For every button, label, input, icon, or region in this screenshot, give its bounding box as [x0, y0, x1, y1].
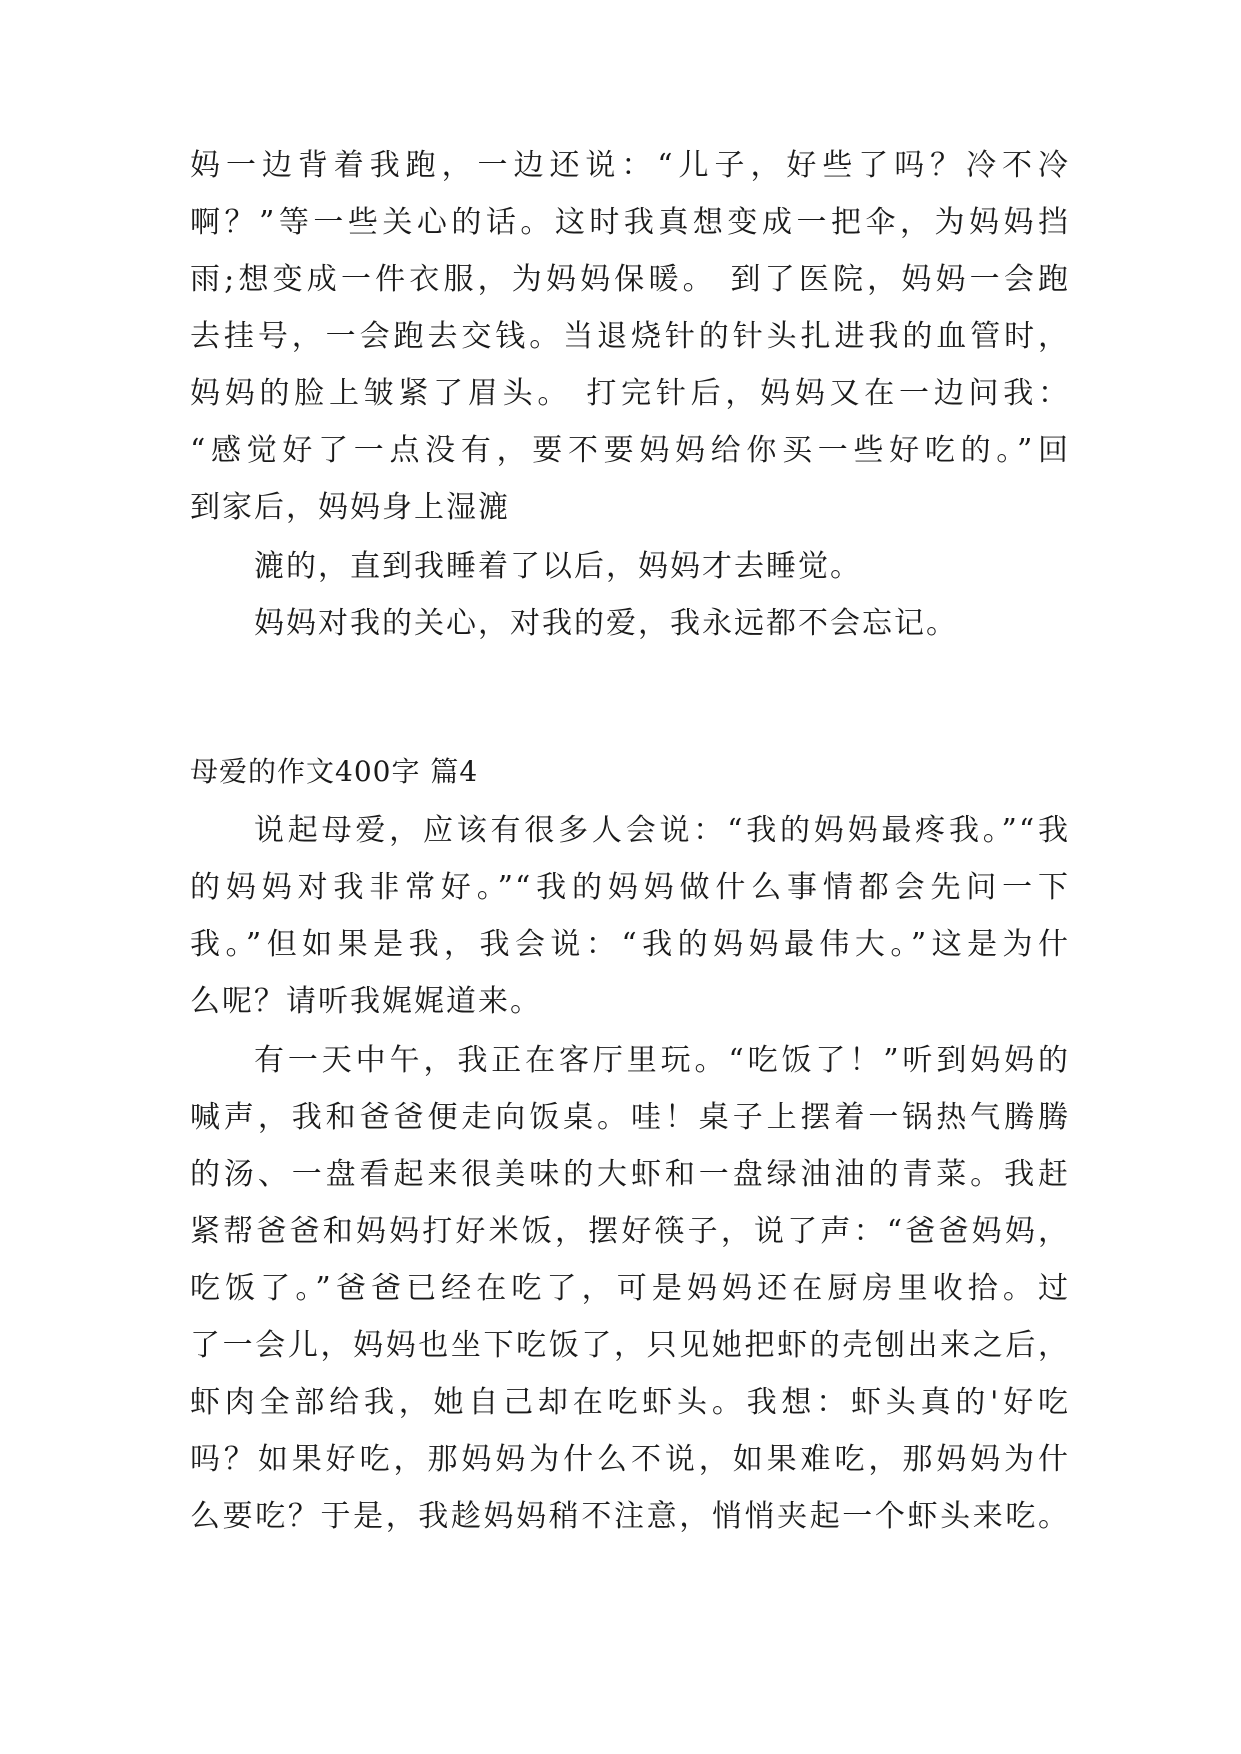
text-line: 雨;想变成一件衣服，为妈妈保暖。 到了医院，妈妈一会跑: [190, 262, 1070, 297]
text-line: 去挂号，一会跑去交钱。当退烧针的针头扎进我的血管时，: [190, 319, 1070, 354]
text-line: 喊声，我和爸爸便走向饭桌。哇！桌子上摆着一锅热气腾腾: [190, 1100, 1070, 1135]
text-line: 吗？如果好吃，那妈妈为什么不说，如果难吃，那妈妈为什: [190, 1442, 1070, 1477]
text-line: 妈妈对我的关心，对我的爱，我永远都不会忘记。: [254, 606, 958, 641]
text-line: 的妈妈对我非常好。”“我的妈妈做什么事情都会先问一下: [190, 870, 1070, 905]
text-line: 妈妈的脸上皱紧了眉头。 打完针后，妈妈又在一边问我：: [190, 376, 1070, 411]
section-heading: 母爱的作文400字 篇4: [190, 755, 479, 788]
text-line: 妈一边背着我跑，一边还说：“儿子，好些了吗？冷不冷: [190, 148, 1070, 183]
text-line: 虾肉全部给我，她自己却在吃虾头。我想：虾头真的'好吃: [190, 1385, 1070, 1420]
text-line: 说起母爱，应该有很多人会说：“我的妈妈最疼我。”“我: [254, 813, 1070, 848]
text-line: 么要吃？于是，我趁妈妈稍不注意，悄悄夹起一个虾头来吃。: [190, 1499, 1070, 1534]
text-line: 有一天中午，我正在客厅里玩。“吃饭了！”听到妈妈的: [254, 1043, 1070, 1078]
text-line: 我。”但如果是我，我会说：“我的妈妈最伟大。”这是为什: [190, 927, 1070, 962]
text-line: 啊？”等一些关心的话。这时我真想变成一把伞，为妈妈挡: [190, 205, 1070, 240]
text-line: 吃饭了。”爸爸已经在吃了，可是妈妈还在厨房里收拾。过: [190, 1271, 1070, 1306]
text-line: “感觉好了一点没有，要不要妈妈给你买一些好吃的。”回: [190, 433, 1070, 468]
text-line: 么呢？请听我娓娓道来。: [190, 984, 542, 1019]
text-line: 漉的，直到我睡着了以后，妈妈才去睡觉。: [254, 549, 862, 584]
text-line: 的汤、一盘看起来很美味的大虾和一盘绿油油的青菜。我赶: [190, 1157, 1070, 1192]
text-line: 到家后，妈妈身上湿漉: [190, 490, 510, 525]
text-line: 了一会儿，妈妈也坐下吃饭了，只见她把虾的壳刨出来之后，: [190, 1328, 1070, 1363]
text-line: 紧帮爸爸和妈妈打好米饭，摆好筷子，说了声：“爸爸妈妈，: [190, 1214, 1070, 1249]
